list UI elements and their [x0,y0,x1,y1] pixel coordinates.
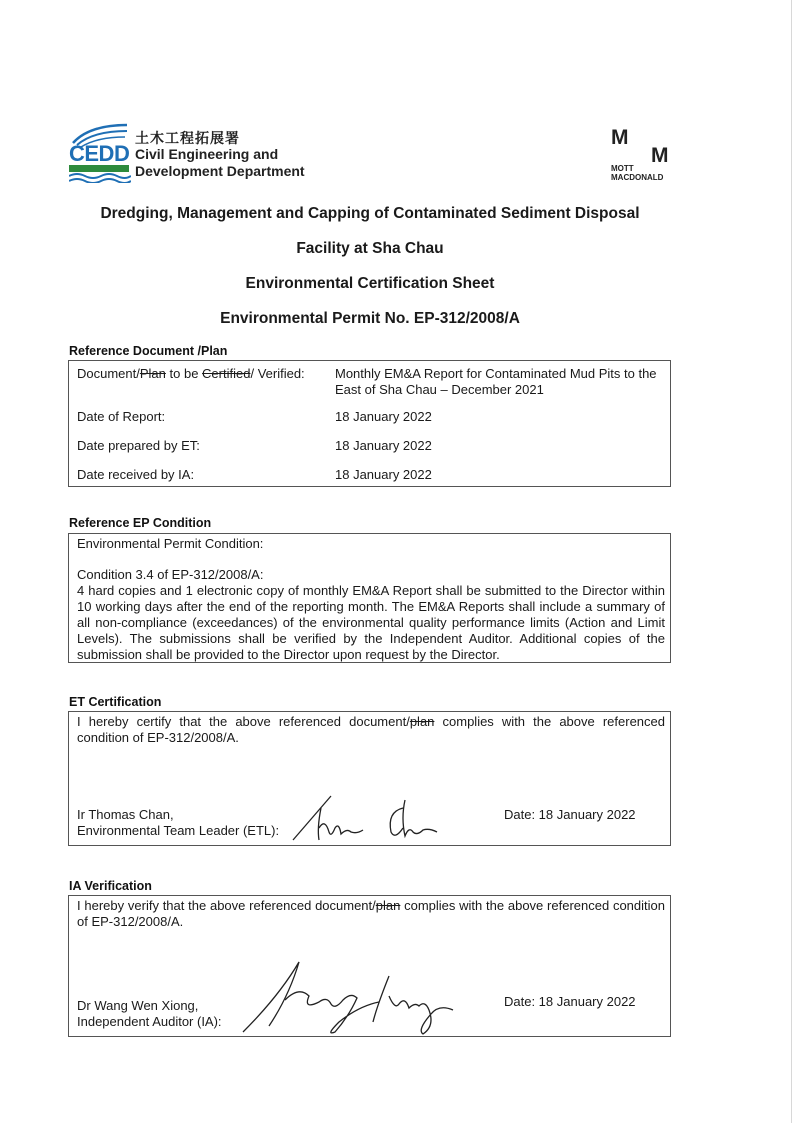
et-signature-icon [291,788,461,844]
et-text-part: complies with the above referenced condition of EP-312/2008/A. [77,714,666,745]
page-edge [791,0,792,1123]
ia-verification-label: IA Verification [69,879,152,893]
mott-mark-2: M [651,144,669,167]
mott-name-line2: MACDONALD [611,173,664,182]
ep-condition-label: Reference EP Condition [69,516,212,530]
ia-date: Date: 18 January 2022 [504,994,636,1009]
doc-label-part: / Verified: [250,366,305,381]
ia-verification-box [68,895,671,1037]
et-text-part: I hereby certify that the above referenced document/ [77,714,410,729]
et-signer-role: Environmental Team Leader (ETL): [77,823,280,838]
ia-signature-icon [239,956,489,1036]
title-line-2: Facility at Sha Chau [296,240,444,257]
date-received-label: Date received by IA: [77,467,195,482]
ep-condition-text: 4 hard copies and 1 electronic copy of monthly EM&A Report shall be submitted to the Director within 10 working days after the end of the reporting month. The EM&A Reports shall include a summary of all non-compliance (exceedances) of the environmental quality performance limits (Action and Limit Levels). The submissions shall be verified by the Independent Auditor. Additional copies of the submission shall be provided to the Director upon request by the Director. [77,583,665,662]
ia-signer-role: Independent Auditor (IA): [77,1014,222,1029]
et-certification-text [77,714,665,746]
doc-label-part: to be [165,366,203,381]
title-line-3: Environmental Certification Sheet [245,275,495,292]
ia-verification-text [77,898,665,930]
ia-signer-name: Dr Wang Wen Xiong, [77,998,199,1013]
ia-text-part: complies with the above referenced condition of EP-312/2008/A. [77,898,665,929]
et-text-struck-plan: plan [409,714,435,729]
reference-document-box [68,360,671,487]
cedd-name-line2: Development Department [135,163,305,179]
cedd-chinese-name: 土木工程拓展署 [135,130,240,146]
cedd-acronym: CEDD [69,141,130,166]
ep-condition-heading: Environmental Permit Condition: [77,536,264,551]
et-certification-box [68,711,671,846]
mott-mark-1: M [611,126,629,149]
date-received-value: 18 January 2022 [335,467,432,482]
ia-text-struck-plan: plan [375,898,401,913]
doc-value-line1: Monthly EM&A Report for Contaminated Mud Pits to the [335,366,657,381]
et-certification-label: ET Certification [69,695,162,709]
ia-text-part: I hereby verify that the above referenced document/ [77,898,376,913]
doc-label [77,366,305,382]
ep-condition-title: Condition 3.4 of EP-312/2008/A: [77,567,264,582]
doc-value [335,366,657,398]
ep-condition-box [68,533,671,663]
reference-document-label: Reference Document /Plan [69,344,228,358]
et-signer-name: Ir Thomas Chan, [77,807,174,822]
date-of-report-label: Date of Report: [77,409,166,424]
et-date: Date: 18 January 2022 [504,807,636,822]
date-prepared-label: Date prepared by ET: [77,438,200,453]
cedd-name-line1: Civil Engineering and [135,146,279,162]
title-line-1: Dredging, Management and Capping of Contaminated Sediment Disposal [100,205,640,222]
date-of-report-value: 18 January 2022 [335,409,432,424]
title-line-4: Environmental Permit No. EP-312/2008/A [220,310,520,327]
date-prepared-value: 18 January 2022 [335,438,432,453]
ia-signer [77,998,222,1030]
doc-label-part: Document/ [77,366,140,381]
doc-label-struck-certified: Certified [202,366,251,381]
doc-value-line2: East of Sha Chau – December 2021 [335,382,544,397]
doc-label-struck-plan: Plan [139,366,166,381]
mott-name-line1: MOTT [611,164,634,173]
cedd-logo [69,121,339,183]
mott-macdonald-logo [611,126,681,186]
et-signer [77,807,279,839]
